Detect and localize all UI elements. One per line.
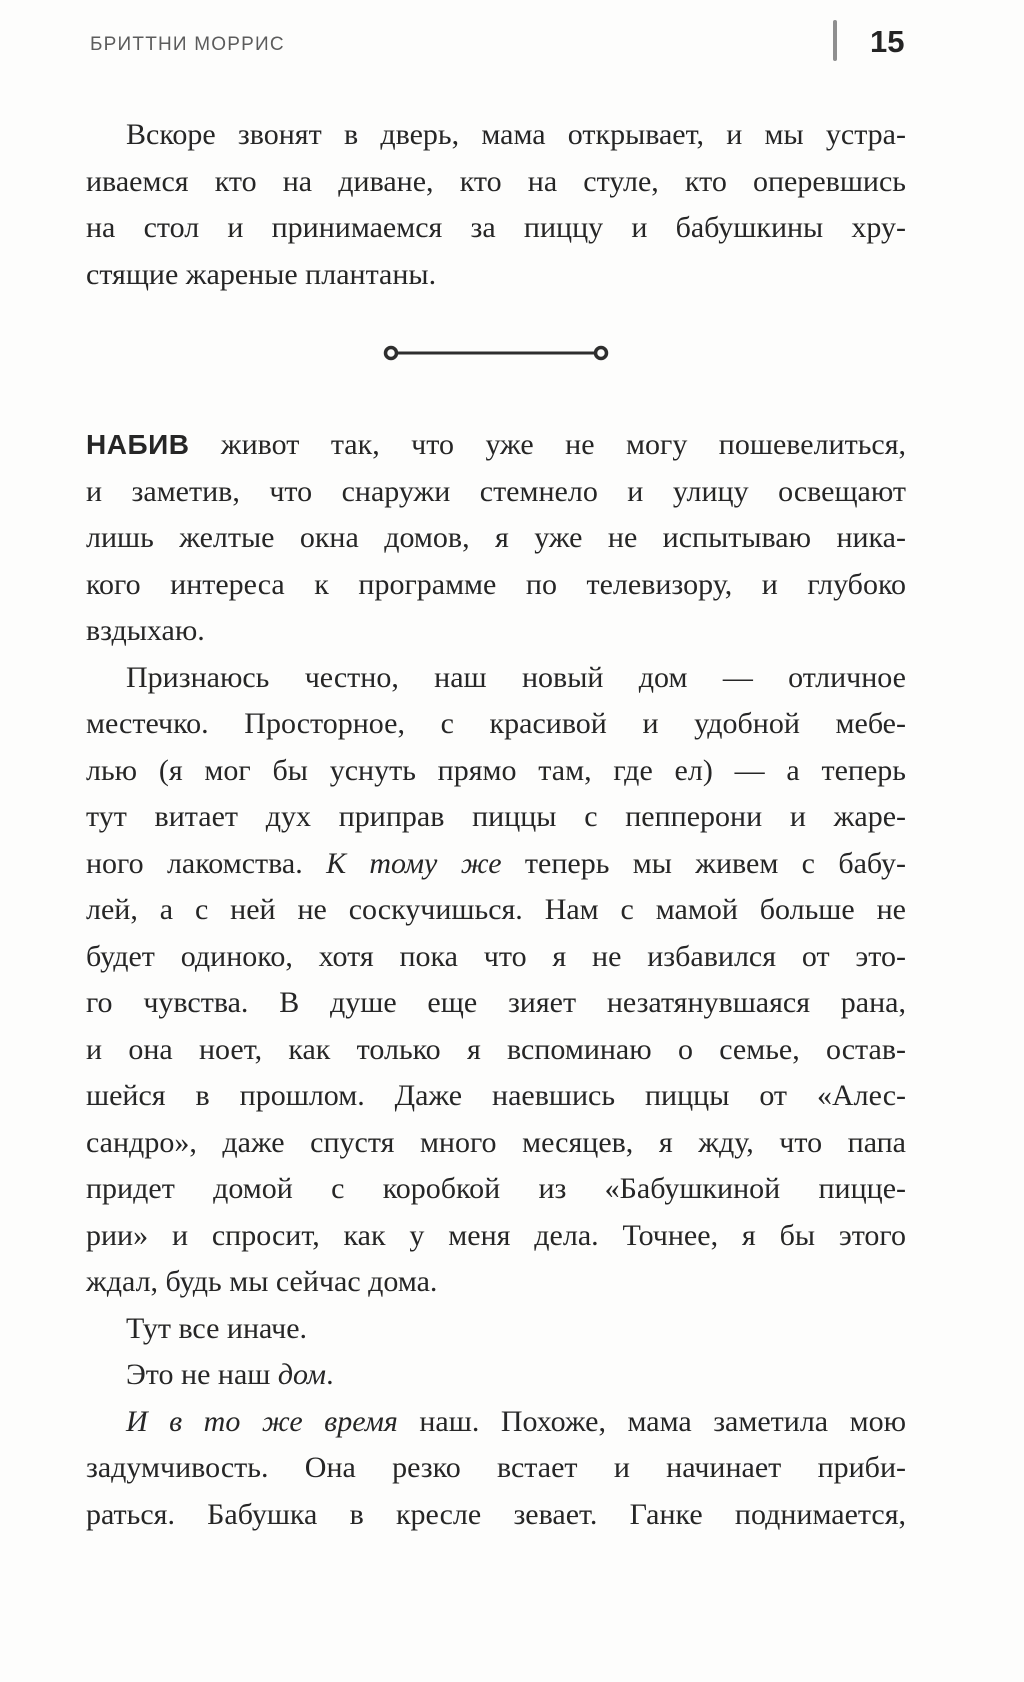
text-line <box>86 748 906 795</box>
text-line <box>86 112 906 159</box>
text-segment: ного лакомства. <box>86 846 327 880</box>
text-line <box>86 1027 906 1074</box>
text-line <box>86 562 906 609</box>
running-head-author: БРИТТНИ МОРРИС <box>90 34 285 55</box>
text-line <box>86 205 906 252</box>
text-line <box>86 159 906 206</box>
text-segment: и она ноет, как только я вспоминаю о семье, остав- <box>86 1032 906 1066</box>
text-segment: Признаюсь честно, наш новый дом — отличное <box>126 660 906 694</box>
text-segment: лью (я мог бы уснуть прямо там, где ел) — а теперь <box>86 753 906 787</box>
text-line <box>86 515 906 562</box>
text-segment: теперь мы живем с бабу- <box>501 846 907 880</box>
text-line <box>86 422 906 469</box>
text-line <box>86 1073 906 1120</box>
text-line <box>86 794 906 841</box>
text-line <box>86 1445 906 1492</box>
paragraph <box>86 655 906 1306</box>
text-segment: вздыхаю. <box>86 614 205 647</box>
text-segment: и заметив, что снаружи стемнело и улицу освещают <box>86 474 906 508</box>
text-segment: будет одиноко, хотя пока что я не избавился от это- <box>86 939 906 973</box>
emphasis-text: дом <box>277 1358 327 1391</box>
text-line <box>86 655 906 702</box>
lead-word: НАБИВ <box>86 429 190 460</box>
text-segment: наш. Похоже, мама заметила мою <box>397 1404 907 1438</box>
divider-line-icon <box>383 343 609 363</box>
text-line <box>86 1399 906 1446</box>
header-divider-rule <box>833 20 837 61</box>
paragraph <box>86 1352 906 1399</box>
text-segment: сандро», даже спустя много месяцев, я жду, что папа <box>86 1125 906 1159</box>
text-line <box>86 1259 906 1306</box>
text-line <box>86 934 906 981</box>
emphasis-text: И в то же время <box>126 1404 398 1438</box>
emphasis-text: К тому же <box>326 846 502 880</box>
text-line <box>86 1166 906 1213</box>
text-segment: го чувства. В душе еще зияет незатянувшаяся рана, <box>86 986 906 1019</box>
paragraph <box>86 1399 906 1539</box>
text-segment: рии» и спросит, как у меня дела. Точнее, я бы этого <box>86 1218 906 1252</box>
text-segment: иваемся кто на диване, кто на стуле, кто оперевшись <box>86 164 906 198</box>
text-segment: . <box>326 1358 334 1391</box>
body-text <box>86 112 906 1538</box>
text-line <box>86 252 906 299</box>
paragraph <box>86 1306 906 1353</box>
text-segment: ждал, будь мы сейчас дома. <box>86 1265 438 1298</box>
paragraph <box>86 422 906 655</box>
text-line <box>86 1120 906 1167</box>
text-segment: на стол и принимаемся за пиццу и бабушкины хру- <box>86 211 906 244</box>
scene-break-divider <box>383 343 609 363</box>
text-line <box>86 1352 906 1399</box>
paragraph <box>86 112 906 298</box>
text-segment: шейся в прошлом. Даже наевшись пиццы от «Алес- <box>86 1079 906 1112</box>
text-line <box>86 980 906 1027</box>
text-line <box>86 701 906 748</box>
text-segment: Это не наш <box>126 1358 278 1391</box>
text-line <box>86 608 906 655</box>
text-line <box>86 841 906 888</box>
text-segment: Тут все иначе. <box>126 1311 308 1345</box>
text-segment: кого интереса к программе по телевизору, и глубоко <box>86 567 906 601</box>
text-segment: лей, а с ней не соскучишься. Нам с мамой больше не <box>86 893 906 926</box>
text-segment: придет домой с коробкой из «Бабушкиной пицце- <box>86 1172 906 1205</box>
text-segment: живот так, что уже не могу пошевелиться, <box>189 428 906 461</box>
text-line <box>86 887 906 934</box>
text-segment: Вскоре звонят в дверь, мама открывает, и мы устра- <box>126 118 906 151</box>
text-segment: стящие жареные плантаны. <box>86 257 437 291</box>
text-segment: задумчивость. Она резко встает и начинает приби- <box>86 1451 906 1484</box>
text-segment: тут витает дух приправ пиццы с пепперони и жаре- <box>86 800 906 833</box>
text-line <box>86 1213 906 1260</box>
text-segment: лишь желтые окна домов, я уже не испытываю ника- <box>86 521 906 554</box>
text-line <box>86 1306 906 1353</box>
text-segment: местечко. Просторное, с красивой и удобной мебе- <box>86 707 906 740</box>
text-line <box>86 469 906 516</box>
text-line <box>86 1492 906 1539</box>
page-header <box>0 0 1024 70</box>
text-segment: раться. Бабушка в кресле зевает. Ганке поднимается, <box>86 1497 906 1531</box>
page-number: 15 <box>870 24 905 59</box>
